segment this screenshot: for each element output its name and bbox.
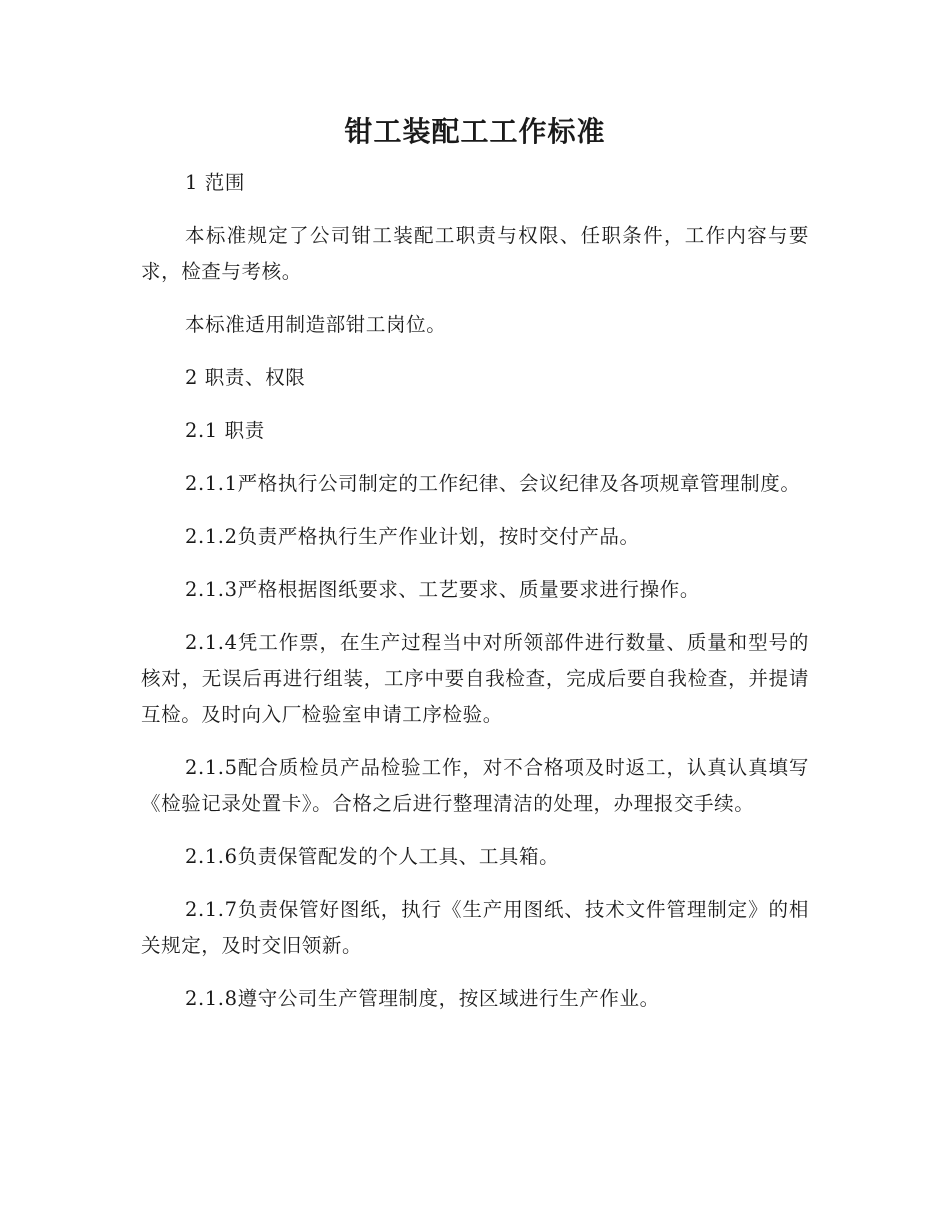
section-heading-duties-authority: 2 职责、权限 (185, 366, 306, 389)
document-body (141, 165, 809, 1034)
clause-2-1-4: 2.1.4凭工作票，在生产过程当中对所领部件进行数量、质量和型号的核对，无误后再进行组装，工序中要自我检查，完成后要自我检查，并提请互检。及时向入厂检验室申请工序检验。 (141, 631, 809, 726)
clause-2-1-1: 2.1.1严格执行公司制定的工作纪律、会议纪律及各项规章管理制度。 (185, 472, 801, 495)
clause-2-1-6: 2.1.6负责保管配发的个人工具、工具箱。 (185, 845, 560, 868)
clause-2-1-5: 2.1.5配合质检员产品检验工作，对不合格项及时返工，认真认真填写《检验记录处置卡》。合格之后进行整理清洁的处理，办理报交手续。 (141, 756, 809, 815)
subsection-heading-duties: 2.1 职责 (185, 419, 265, 442)
paragraph-scope-content: 本标准规定了公司钳工装配工职责与权限、任职条件，工作内容与要求，检查与考核。 (141, 224, 809, 283)
document-title: 钳工装配工工作标准 (344, 115, 606, 148)
clause-2-1-8: 2.1.8遵守公司生产管理制度，按区域进行生产作业。 (185, 987, 660, 1010)
paragraph-scope-applicability: 本标准适用制造部钳工岗位。 (185, 313, 447, 336)
clause-2-1-3: 2.1.3严格根据图纸要求、工艺要求、质量要求进行操作。 (185, 578, 700, 601)
clause-2-1-2: 2.1.2负责严格执行生产作业计划，按时交付产品。 (185, 525, 640, 548)
section-heading-scope: 1 范围 (185, 171, 246, 194)
clause-2-1-7: 2.1.7负责保管好图纸，执行《生产用图纸、技术文件管理制定》的相关规定，及时交旧领新。 (141, 898, 809, 957)
